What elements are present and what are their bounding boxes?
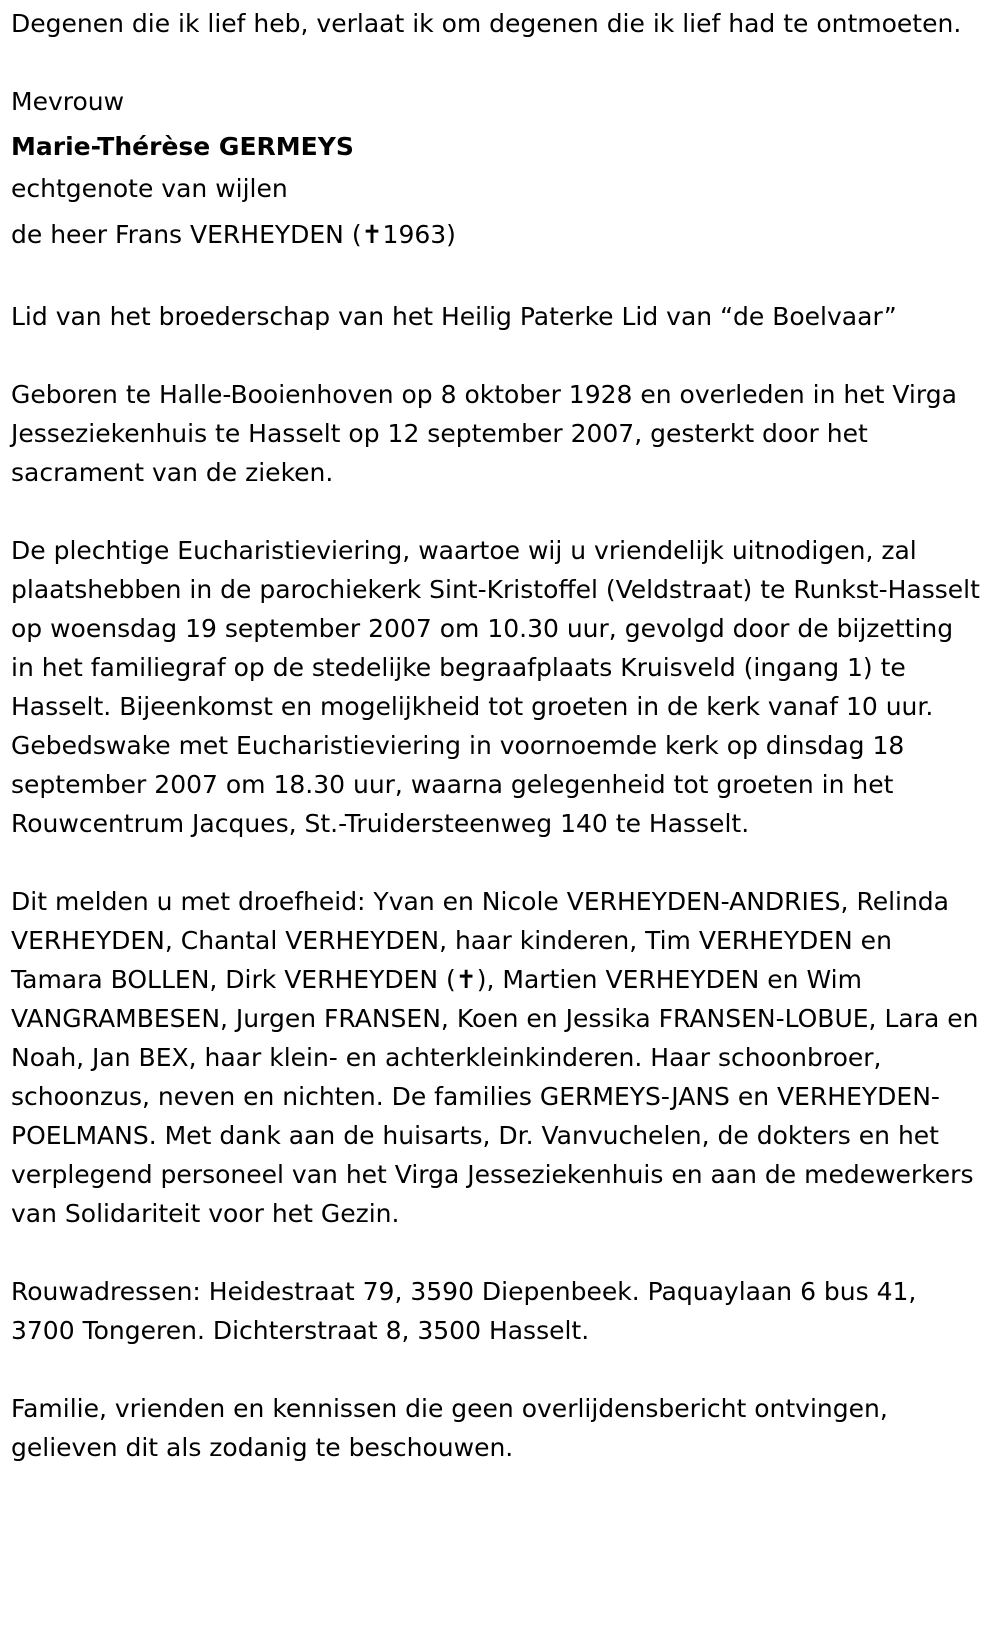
motto-text: Degenen die ik lief heb, verlaat ik om degenen die ik lief had te ontmoeten.: [11, 9, 962, 38]
relation-text: echtgenote van wijlen: [11, 174, 288, 203]
announcement-paragraph: Dit melden u met droefheid: Yvan en Nicole VERHEYDEN-ANDRIES, Relinda VERHEYDEN, Chantal VERHEYDEN, haar kinderen, Tim VERHEYDEN en Tamara BOLLEN, Dirk VERHEYDEN (✝), Martien VERHEYDEN en Wim VANGRAMBESEN, Jurgen FRANSEN, Koen en Jessika FRANSEN-LOBUE, Lara en Noah, Jan BEX, haar klein- en achterkleinkinderen. Haar schoonbroer, schoonzus, neven en nichten. De families GERMEYS-JANS en VERHEYDEN-POELMANS. Met dank aan de huisarts, Dr. Vanvuchelen, de dokters en het verplegend personeel van het Virga Jesseziekenhuis en aan de medewerkers van Solidariteit voor het Gezin.: [11, 887, 979, 1228]
addresses-paragraph: Rouwadressen: Heidestraat 79, 3590 Diepenbeek. Paquaylaan 6 bus 41, 3700 Tongeren. Dichterstraat 8, 3500 Hasselt.: [11, 1277, 917, 1345]
ceremony-paragraph: De plechtige Eucharistieviering, waartoe wij u vriendelijk uitnodigen, zal plaatshebben in de parochiekerk Sint-Kristoffel (Veldstraat) te Runkst-Hasselt op woensdag 19 september 2007 om 10.30 uur, gevolgd door de bijzetting in het familiegraf op de stedelijke begraafplaats Kruisveld (ingang 1) te Hasselt. Bijeenkomst en mogelijkheid tot groeten in de kerk vanaf 10 uur. Gebedswake met Eucharistieviering in voornoemde kerk op dinsdag 18 september 2007 om 18.30 uur, waarna gelegenheid tot groeten in het Rouwcentrum Jacques, St.-Truidersteenweg 140 te Hasselt.: [11, 536, 980, 838]
birth-death-paragraph: Geboren te Halle-Booienhoven op 8 oktober 1928 en overleden in het Virga Jesseziekenhuis te Hasselt op 12 september 2007, gesterkt door het sacrament van de zieken.: [11, 380, 957, 487]
membership-text: Lid van het broederschap van het Heilig Paterke Lid van “de Boelvaar”: [11, 302, 897, 331]
spouse-text: de heer Frans VERHEYDEN (✝1963): [11, 220, 456, 249]
salutation-text: Mevrouw: [11, 87, 125, 116]
closing-paragraph: Familie, vrienden en kennissen die geen overlijdensbericht ontvingen, gelieven dit als zodanig te beschouwen.: [11, 1394, 888, 1462]
deceased-name: Marie-Thérèse GERMEYS: [11, 132, 354, 161]
